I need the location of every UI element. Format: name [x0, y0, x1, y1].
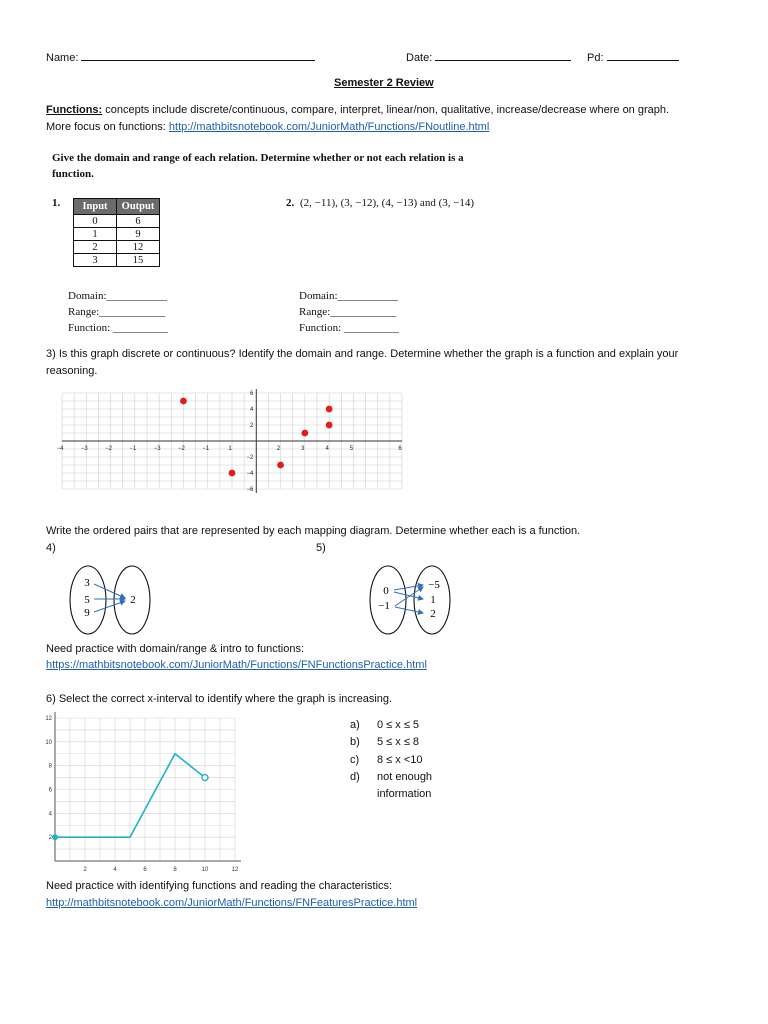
table-cell: 1	[74, 228, 117, 241]
x-tick-label: 10	[201, 867, 209, 873]
domain-value: 9	[84, 607, 90, 619]
date-field	[406, 49, 571, 64]
table-cell: 9	[117, 228, 160, 241]
q3-text-line1: 3) Is this graph discrete or continuous? Identify the domain and range. Determine whether the graph is a function and explain your	[46, 348, 679, 360]
data-point	[180, 398, 187, 405]
y-tick-label: 12	[45, 716, 52, 722]
x-tick-label: −1	[202, 446, 210, 452]
x-tick-label: 5	[349, 446, 354, 452]
mapping-diagram-5	[366, 563, 456, 637]
table-header-output: Output	[117, 199, 160, 215]
input-output-table	[73, 198, 160, 267]
scatter-tick-labels	[57, 391, 403, 493]
mapping-arrow	[395, 607, 423, 613]
increasing-graph	[40, 708, 255, 878]
q5-label: 5)	[316, 542, 326, 554]
choice-d[interactable]	[350, 771, 432, 783]
date-label: Date:	[406, 52, 433, 64]
domain-range-instruction-2: function.	[52, 168, 94, 180]
domain-value: 0	[383, 585, 389, 597]
choice-letter: b)	[350, 736, 360, 748]
practice-1-text: Need practice with domain/range & intro to functions:	[46, 643, 305, 655]
p1-domain-blank: Domain:___________	[68, 290, 167, 302]
page-title: Semester 2 Review	[334, 77, 434, 89]
open-endpoint	[202, 775, 208, 781]
pd-field	[587, 49, 679, 64]
mapping-arrow	[94, 584, 125, 598]
x-tick-label: 6	[143, 867, 147, 873]
mapping-instruction: Write the ordered pairs that are represented by each mapping diagram. Determine whether each is a function.	[46, 525, 581, 537]
mapping-diagram-4	[66, 563, 156, 637]
x-tick-label: −2	[178, 446, 185, 452]
scatter-graph	[40, 383, 415, 498]
x-tick-label: 2	[83, 867, 87, 873]
data-point	[229, 470, 236, 477]
y-tick-label: −6	[246, 487, 254, 493]
functions-practice-link[interactable]: https://mathbitsnotebook.com/JuniorMath/Functions/FNFunctionsPractice.html	[46, 659, 427, 671]
q6-text: 6) Select the correct x-interval to identify where the graph is increasing.	[46, 693, 393, 705]
line-tick-labels	[45, 716, 239, 873]
y-tick-label: 2	[249, 423, 254, 429]
range-value: 2	[130, 594, 136, 606]
choice-a[interactable]	[350, 719, 419, 731]
y-tick-label: 6	[249, 391, 254, 397]
y-tick-label: 4	[48, 811, 52, 818]
x-tick-label: 8	[173, 867, 177, 873]
data-point	[326, 422, 333, 429]
x-tick-label: 3	[301, 446, 305, 452]
domain-value: 5	[84, 594, 90, 606]
functions-outline-link[interactable]: http://mathbitsnotebook.com/JuniorMath/Functions/FNoutline.html	[168, 121, 490, 133]
data-point	[301, 430, 308, 437]
line-grid	[55, 712, 241, 861]
mapping-arrow	[94, 601, 125, 612]
x-tick-label: 1	[228, 446, 232, 452]
y-tick-label: 8	[48, 763, 52, 770]
p2-range-blank: Range:____________	[299, 306, 397, 318]
mapping-arrow	[394, 585, 423, 590]
p2-domain-blank: Domain:___________	[299, 290, 398, 302]
functions-text: concepts include discrete/continuous, compare, interpret, linear/non, qualitative, increase/decrease where on graph.	[102, 104, 670, 116]
table-row	[74, 254, 160, 267]
name-label: Name:	[46, 52, 79, 64]
choice-text: not enough	[377, 771, 433, 783]
table-row	[74, 215, 160, 228]
y-tick-label: −4	[246, 471, 254, 477]
x-tick-label: −3	[153, 446, 161, 452]
pd-blank	[607, 49, 679, 61]
x-tick-label: −1	[129, 446, 137, 452]
problem-2-number: 2.	[286, 197, 295, 209]
functions-line	[46, 104, 669, 116]
table-cell: 6	[117, 215, 160, 228]
table-row	[74, 228, 160, 241]
x-tick-label: 2	[276, 446, 281, 452]
x-tick-label: 12	[231, 867, 239, 873]
x-tick-label: −2	[105, 446, 112, 452]
table-cell: 12	[117, 241, 160, 254]
more-focus-line	[46, 121, 489, 133]
choice-letter: c)	[350, 754, 360, 766]
x-tick-label: 4	[113, 867, 117, 873]
y-tick-label: 6	[48, 787, 52, 794]
y-tick-label: −2	[246, 455, 254, 461]
choice-b[interactable]	[350, 736, 419, 748]
mapping-arrow	[395, 587, 423, 606]
p1-range-blank: Range:____________	[68, 306, 166, 318]
name-blank	[81, 49, 315, 61]
closed-endpoint	[52, 834, 58, 840]
practice-2-text: Need practice with identifying functions and reading the characteristics:	[46, 880, 393, 892]
domain-value: −1	[378, 600, 390, 612]
x-tick-label: −4	[56, 446, 64, 452]
table-cell: 15	[117, 254, 160, 267]
table-row	[74, 241, 160, 254]
choice-text: 5 ≤ x ≤ 8	[377, 736, 420, 748]
choice-d-line2: information	[377, 788, 432, 800]
table-cell: 2	[74, 241, 117, 254]
problem-1-number: 1.	[52, 197, 61, 209]
table-cell: 0	[74, 215, 117, 228]
x-tick-label: −3	[80, 446, 88, 452]
table-cell: 3	[74, 254, 117, 267]
domain-value: 3	[84, 577, 90, 589]
x-tick-label: 6	[398, 446, 402, 452]
problem-2-relation: (2, −11), (3, −12), (4, −13) and (3, −14)	[300, 197, 475, 209]
choice-text: 0 ≤ x ≤ 5	[377, 719, 420, 731]
q3-text-line2: reasoning.	[46, 365, 98, 377]
choice-letter: a)	[350, 719, 360, 731]
date-blank	[435, 49, 571, 61]
data-point	[277, 462, 284, 469]
p1-function-blank: Function: __________	[68, 322, 168, 334]
choice-letter: d)	[350, 771, 360, 783]
q4-label: 4)	[46, 542, 56, 554]
name-field	[46, 49, 315, 64]
functions-label: Functions:	[46, 104, 103, 116]
pd-label: Pd:	[587, 52, 604, 64]
choice-text: 8 ≤ x <10	[377, 754, 423, 766]
y-tick-label: 4	[249, 407, 254, 413]
more-focus-label: More focus on functions:	[46, 121, 169, 133]
y-tick-label: 10	[45, 739, 52, 746]
mapping-arrow	[394, 592, 423, 599]
range-value: −5	[428, 579, 440, 591]
y-tick-label: 2	[48, 835, 52, 842]
x-tick-label: 4	[325, 446, 329, 452]
range-value: 1	[430, 594, 436, 606]
p2-function-blank: Function: __________	[299, 322, 399, 334]
domain-range-instruction-1: Give the domain and range of each relation. Determine whether or not each relation is a	[52, 152, 464, 164]
choice-c[interactable]	[350, 754, 422, 766]
data-point	[326, 406, 333, 413]
features-practice-link[interactable]: http://mathbitsnotebook.com/JuniorMath/Functions/FNFeaturesPractice.html	[46, 897, 418, 909]
range-value: 2	[430, 608, 436, 620]
table-header-input: Input	[74, 199, 117, 215]
